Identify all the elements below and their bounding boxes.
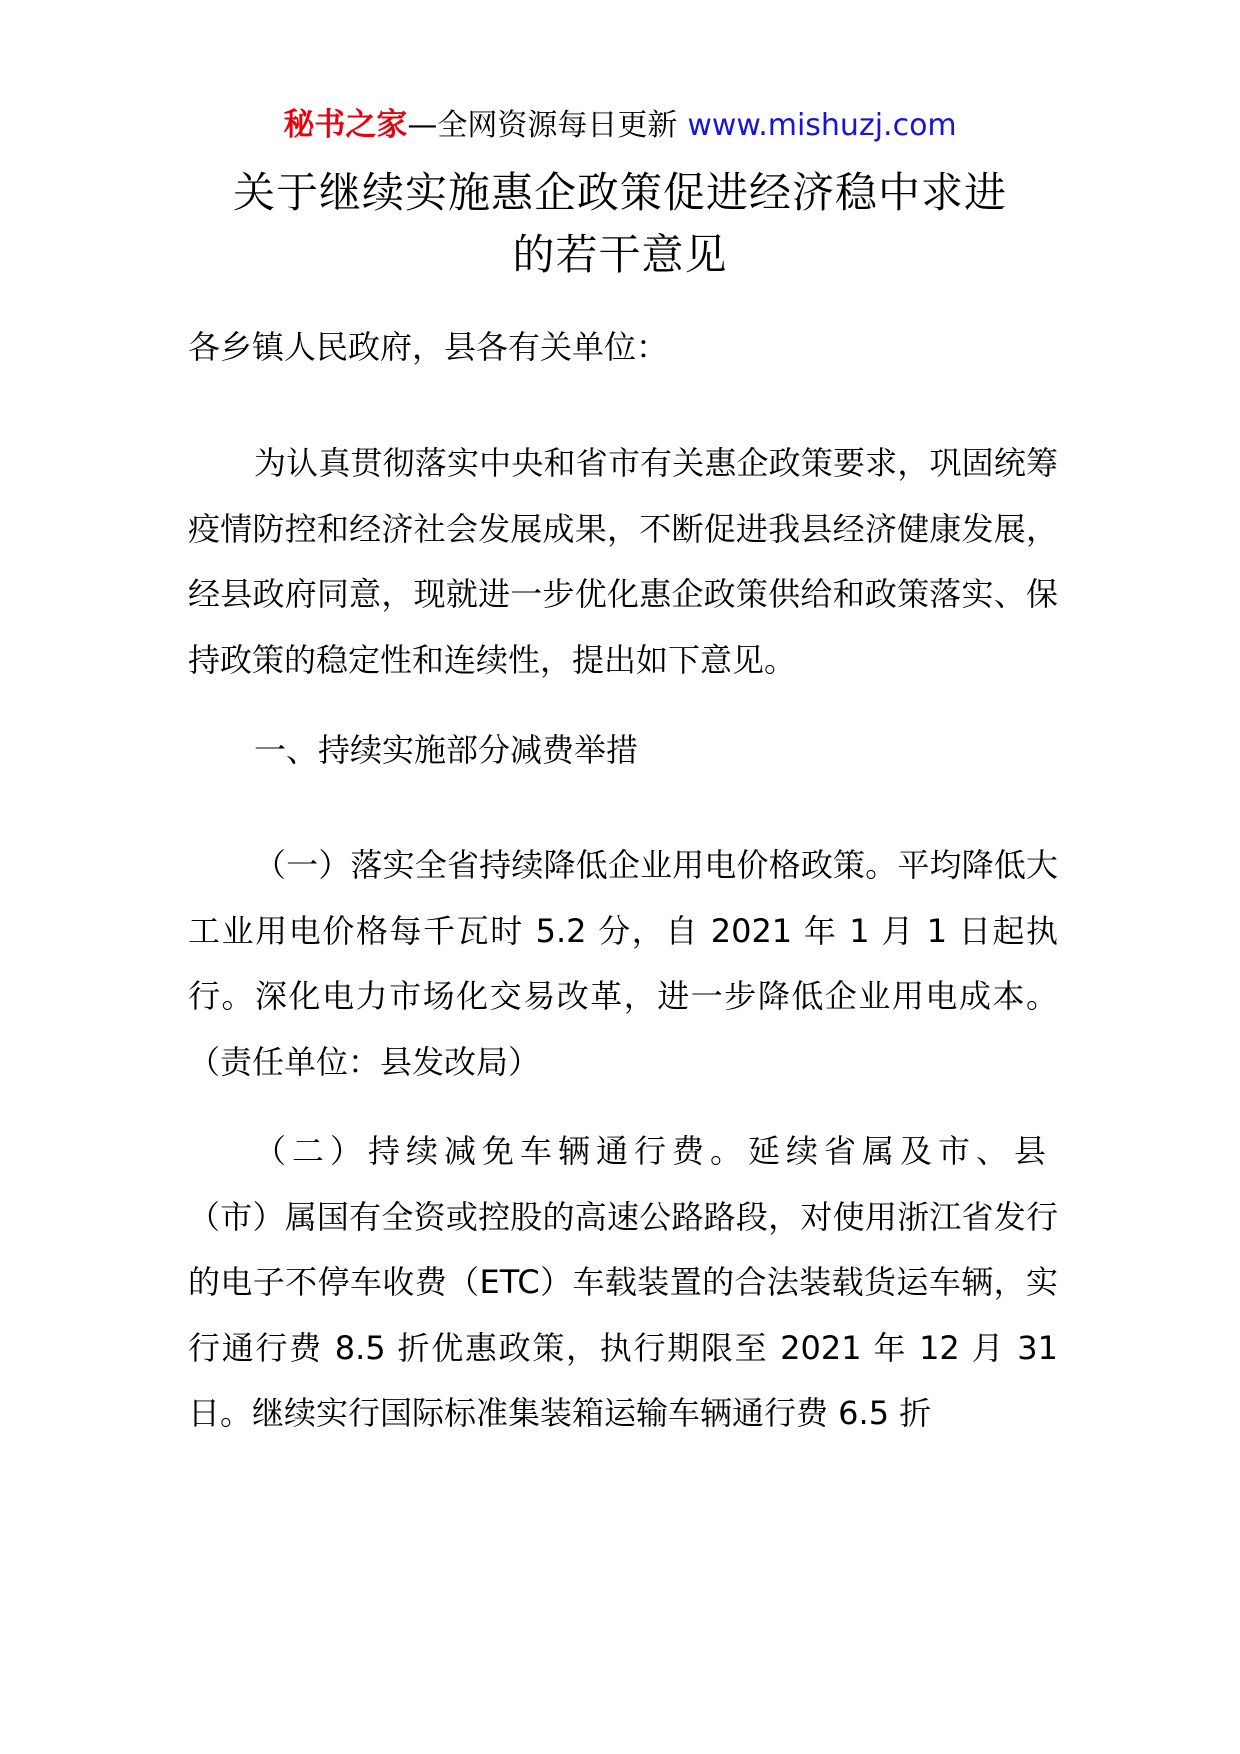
title-line-1: 关于继续实施惠企政策促进经济稳中求进 — [232, 168, 1007, 217]
site-url-link[interactable]: www.mishuzj.com — [687, 108, 957, 143]
policy-item-2-first-line: （二）持续减免车辆通行费。延续省属及市、县 — [254, 1132, 1053, 1170]
salutation: 各乡镇人民政府，县各有关单位： — [188, 328, 669, 366]
site-header — [0, 103, 1240, 148]
policy-item-1: （一）落实全省持续降低企业用电价格政策。平均降低大工业用电价格每千瓦时 5.2 分，自 2021 年 1 月 1 日起执行。深化电力市场化交易改革，进一步降低企业用电成本。（责任单位：县发改局） — [188, 846, 1058, 1081]
section-heading: 一、持续实施部分减费举措 — [254, 731, 639, 769]
intro-paragraph: 为认真贯彻落实中央和省市有关惠企政策要求，巩固统筹疫情防控和经济社会发展成果，不断促进我县经济健康发展，经县政府同意，现就进一步优化惠企政策供给和政策落实、保持政策的稳定性和连续性，提出如下意见。 — [188, 444, 1058, 679]
brand-name: 秘书之家 — [283, 107, 408, 143]
title-line-2: 的若干意见 — [512, 230, 728, 279]
policy-item-2-rest: （市）属国有全资或控股的高速公路路段，对使用浙江省发行的电子不停车收费（ETC）车载装置的合法装载货运车辆，实行通行费 8.5 折优惠政策，执行期限至 2021 年 12 月 31 日。继续实行国际标准集装箱运输车辆通行费 6.5 折 — [188, 1197, 1058, 1432]
header-tagline: —全网资源每日更新 — [407, 108, 678, 143]
document-title — [150, 162, 1090, 286]
policy-item-2 — [188, 1119, 1058, 1447]
